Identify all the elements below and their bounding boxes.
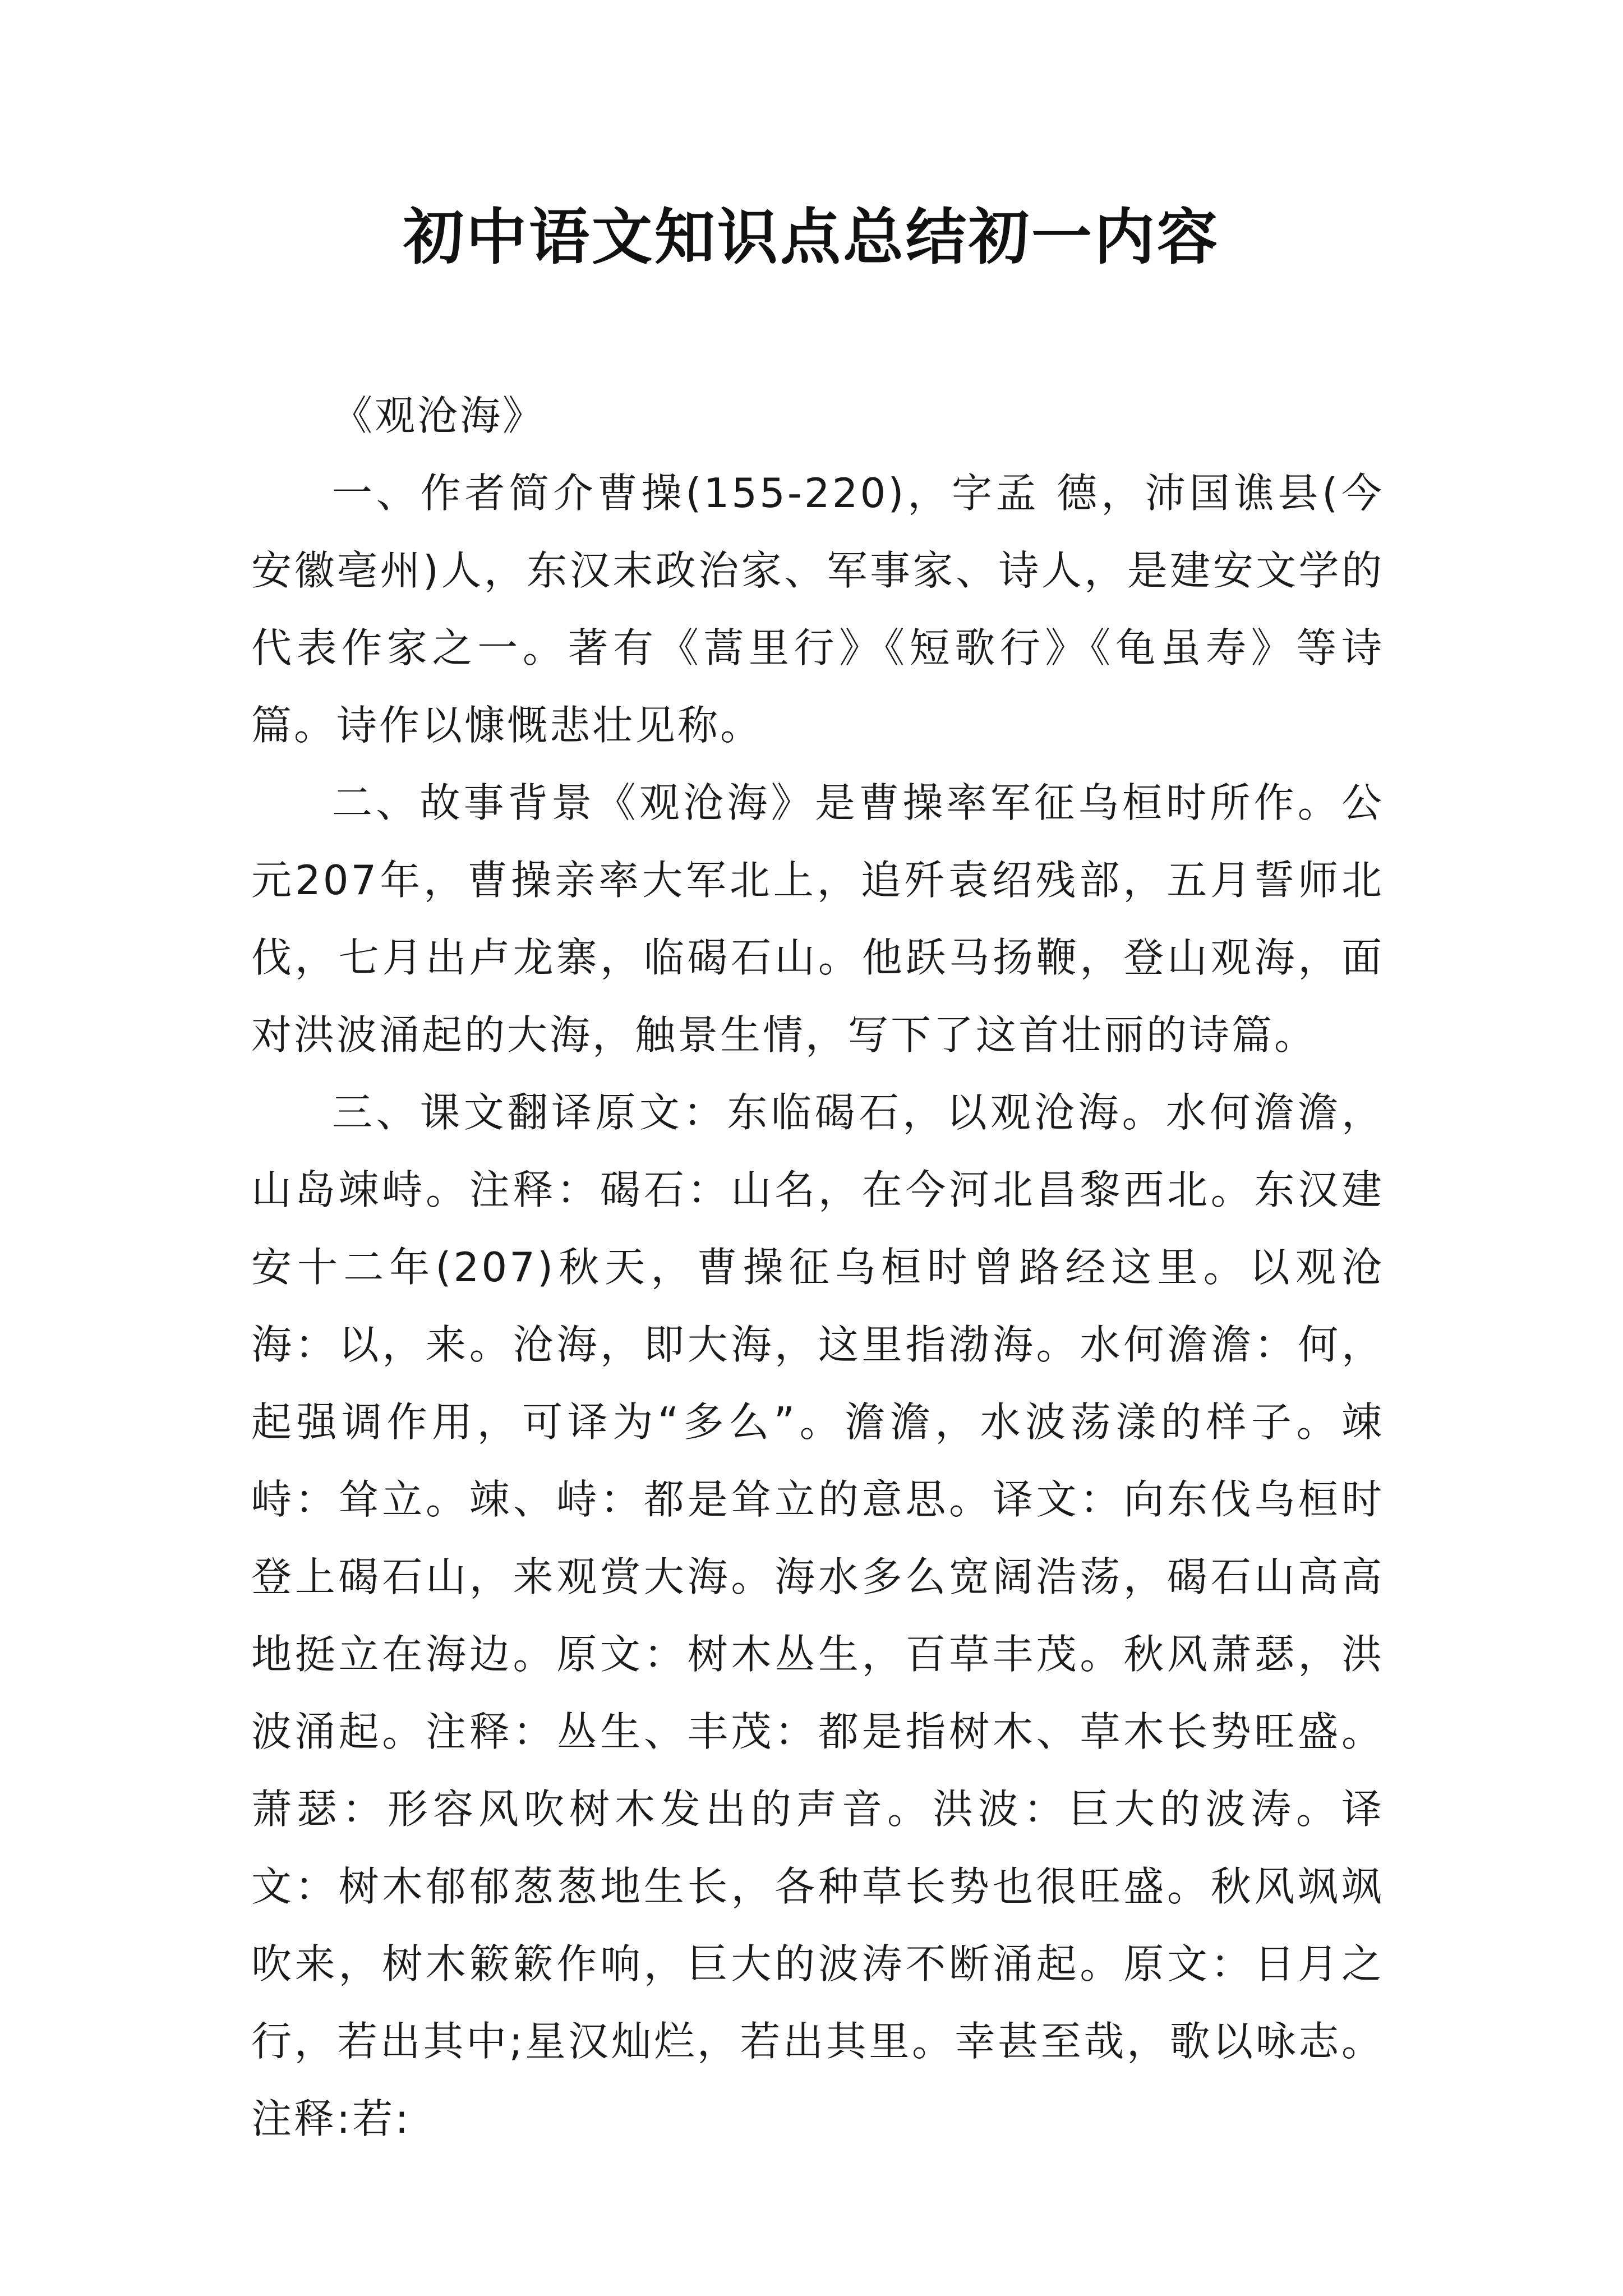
document-body [251, 377, 1384, 2157]
section-heading: 《观沧海》 [332, 392, 546, 439]
paragraph-translation: 三、课文翻译原文：东临碣石，以观沧海。水何澹澹，山岛竦峙。注释：碣石：山名，在今河北昌黎西北。东汉建安十二年(207)秋天，曹操征乌桓时曾路经这里。以观沧海：以，来。沧海，即大海，这里指渤海。水何澹澹：何，起强调作用，可译为“多么”。澹澹，水波荡漾的样子。竦峙：耸立。竦、峙：都是耸立的意思。译文：向东伐乌桓时登上碣石山，来观赏大海。海水多么宽阔浩荡，碣石山高高地挺立在海边。原文：树木丛生，百草丰茂。秋风萧瑟，洪波涌起。注释：丛生、丰茂：都是指树木、草木长势旺盛。萧瑟：形容风吹树木发出的声音。洪波：巨大的波涛。译文：树木郁郁葱葱地生长，各种草长势也很旺盛。秋风飒飒吹来，树木簌簌作响，巨大的波涛不断涌起。原文：日月之行，若出其中;星汉灿烂，若出其里。幸甚至哉，歌以咏志。注释:若: [251, 1089, 1384, 2142]
paragraph-background: 二、故事背景《观沧海》是曹操率军征乌桓时所作。公元207年，曹操亲率大军北上，追歼袁绍残部，五月誓师北伐，七月出卢龙寨，临碣石山。他跃马扬鞭，登山观海，面对洪波涌起的大海，触景生情，写下了这首壮丽的诗篇。 [251, 779, 1384, 1059]
document-title: 初中语文知识点总结初一内容 [403, 202, 1220, 273]
paragraph-author-intro: 一、作者简介曹操(155-220)，字孟 德，沛国谯县(今安徽亳州)人，东汉末政治家、军事家、诗人，是建安文学的代表作家之一。著有《蒿里行》《短歌行》《龟虽寿》等诗篇。诗作以慷慨悲壮见称。 [251, 470, 1384, 749]
